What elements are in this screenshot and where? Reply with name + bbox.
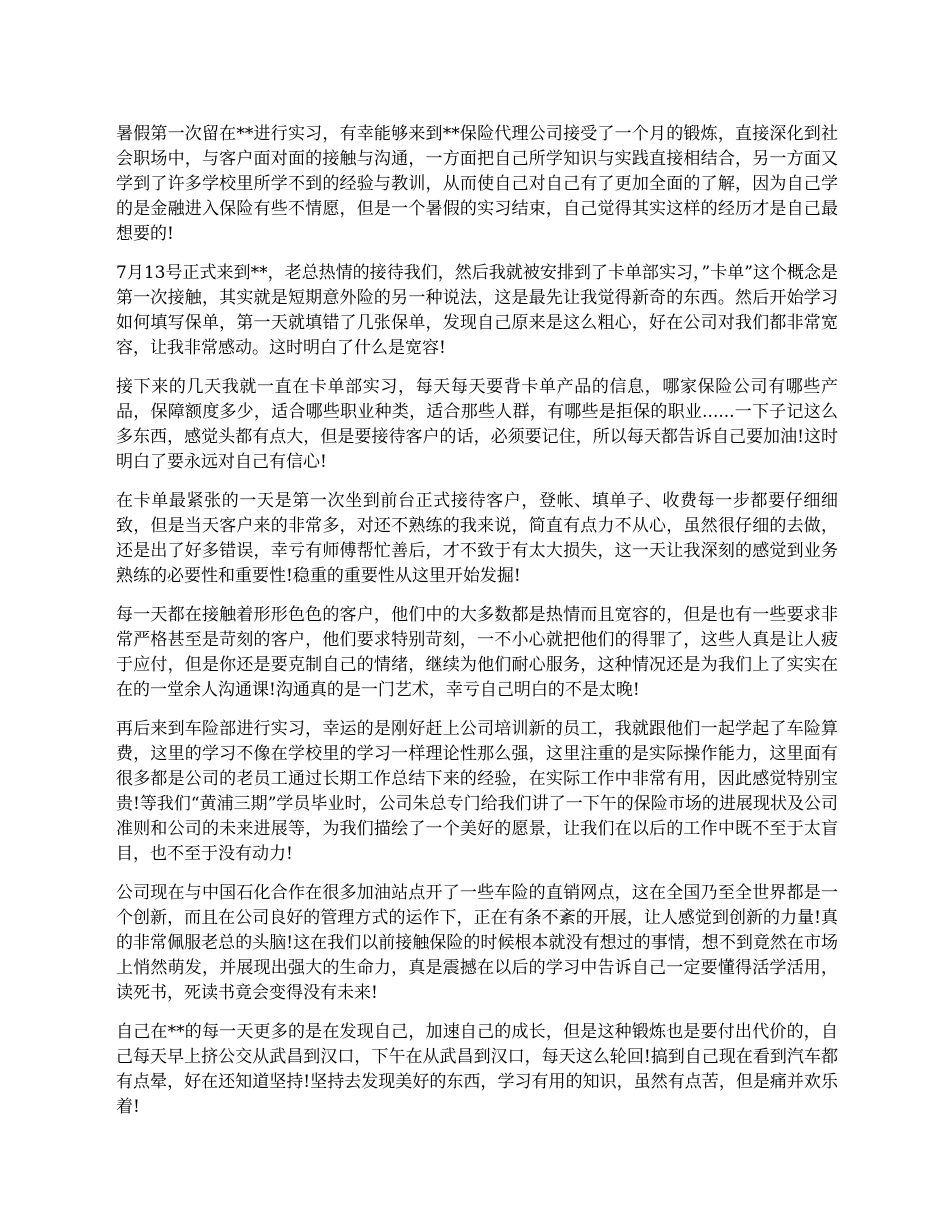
paragraph-1: 暑假第一次留在**进行实习，有幸能够来到**保险代理公司接受了一个月的锻炼，直接深化到社会职场中，与客户面对面的接触与沟通，一方面把自己所学知识与实践直接相结合，另一方面又学到了许多学校里所学不到的经验与教训，从而使自己对自己有了更加全面的了解，因为自己学的是金融进入保险有些不情愿，但是一个暑假的实习结束，自己觉得其实这样的经历才是自己最想要的! xyxy=(116,124,838,244)
paragraph-5: 每一天都在接触着形形色色的客户，他们中的大多数都是热情而且宽容的，但是也有一些要求非常严格甚至是苛刻的客户，他们要求特别苛刻，一不小心就把他们的得罪了，这些人真是让人疲于应付，但是你还是要克制自己的情绪，继续为他们耐心服务，这种情况还是为我们上了实实在在的一堂余人沟通课!沟通真的是一门艺术，幸亏自己明白的不是太晚! xyxy=(116,605,838,700)
paragraph-7: 公司现在与中国石化合作在很多加油站点开了一些车险的直销网点，这在全国乃至全世界都是一个创新，而且在公司良好的管理方式的运作下，正在有条不紊的开展，让人感觉到创新的力量!真的非常佩服老总的头脑!这在我们以前接触保险的时候根本就没有想过的事情，想不到竟然在市场上悄然萌发，并展现出强大的生命力，真是震撼在以后的学习中告诉自己一定要懂得活学活用，读死书，死读书竟会变得没有未来! xyxy=(116,883,838,1003)
paragraph-6: 再后来到车险部进行实习，幸运的是刚好赶上公司培训新的员工，我就跟他们一起学起了车险算费，这里的学习不像在学校里的学习一样理论性那么强，这里注重的是实际操作能力，这里面有很多都是公司的老员工通过长期工作总结下来的经验，在实际工作中非常有用，因此感觉特别宝贵!等我们“黄浦三期”学员毕业时，公司朱总专门给我们讲了一下午的保险市场的进展现状及公司准则和公司的未来进展等，为我们描绘了一个美好的愿景，让我们在以后的工作中既不至于太盲目，也不至于没有动力! xyxy=(116,719,838,864)
paragraph-4: 在卡单最紧张的一天是第一次坐到前台正式接待客户，登帐、填单子、收费每一步都要仔细细致，但是当天客户来的非常多，对还不熟练的我来说，简直有点力不从心，虽然很仔细的去做，还是出了好多错误，幸亏有师傅帮忙善后，才不致于有太大损失，这一天让我深刻的感觉到业务熟练的必要性和重要性!稳重的重要性从这里开始发掘! xyxy=(116,491,838,586)
paragraph-8: 自己在**的每一天更多的是在发现自己，加速自己的成长，但是这种锻炼也是要付出代价的，自己每天早上挤公交从武昌到汉口，下午在从武昌到汉口，每天这么轮回!搞到自己现在看到汽车都有点晕，好在还知道坚持!坚持去发现美好的东西，学习有用的知识，虽然有点苦，但是痛并欢乐着! xyxy=(116,1022,838,1117)
paragraph-3: 接下来的几天我就一直在卡单部实习，每天每天要背卡单产品的信息，哪家保险公司有哪些产品，保障额度多少，适合哪些职业种类，适合那些人群，有哪些是拒保的职业......一下子记这么多东西，感觉头都有点大，但是要接待客户的话，必须要记住，所以每天都告诉自己要加油!这时明白了要永远对自己有信心! xyxy=(116,377,838,472)
document-body xyxy=(116,122,838,1134)
paragraph-2: 7月13号正式来到**，老总热情的接待我们，然后我就被安排到了卡单部实习，”卡单”这个概念是第一次接触，其实就是短期意外险的另一种说法，这是最先让我觉得新奇的东西。然后开始学习如何填写保单，第一天就填错了几张保单，发现自己原来是这么粗心，好在公司对我们都非常宽容，让我非常感动。这时明白了什么是宽容! xyxy=(116,263,838,358)
